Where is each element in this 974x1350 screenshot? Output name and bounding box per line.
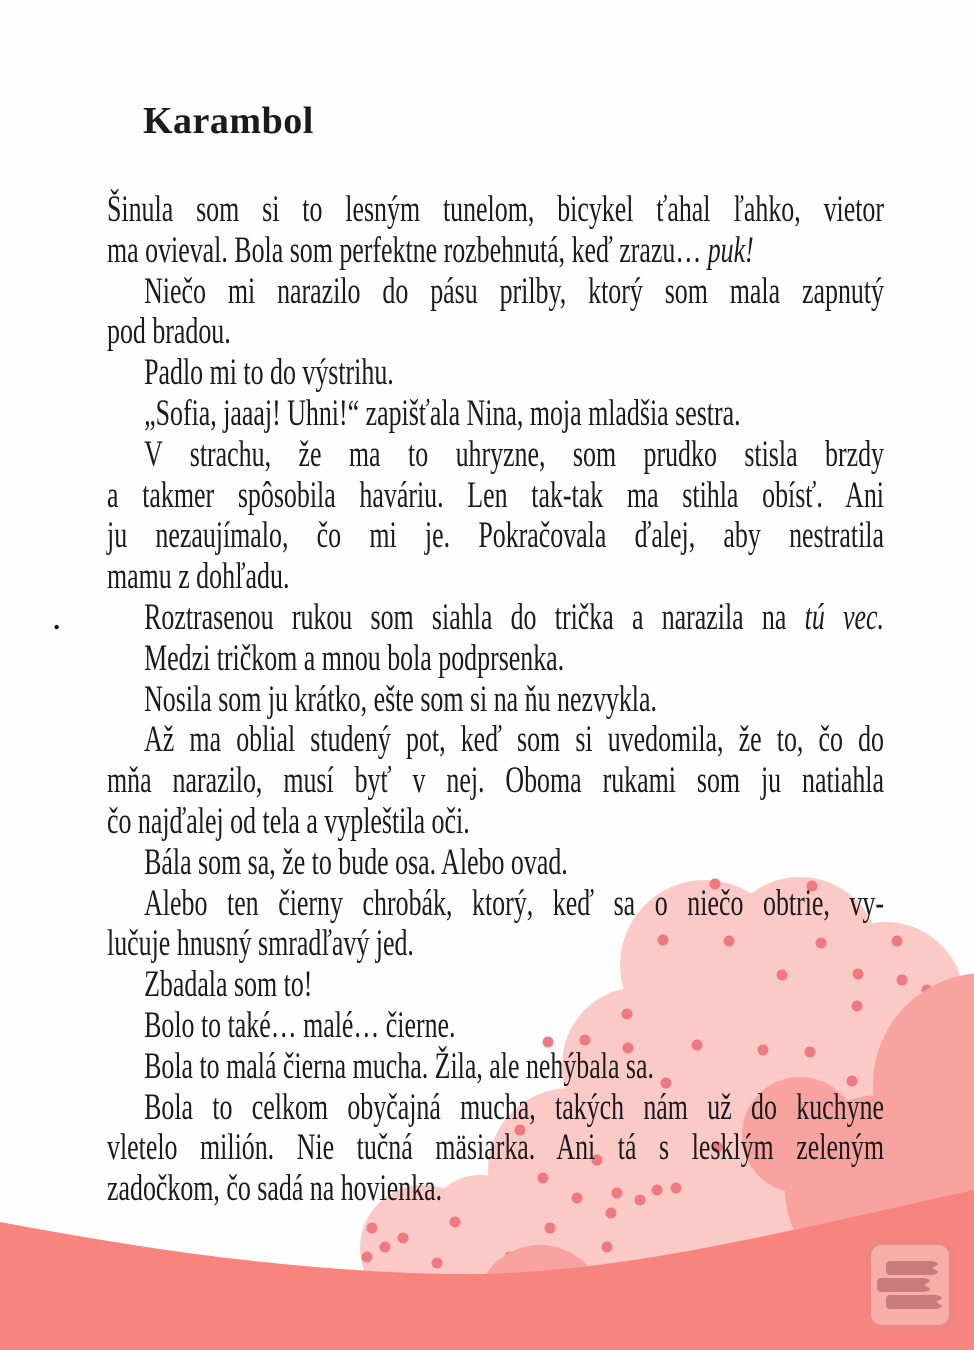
- story-line: vletelo milión. Nie tučná mäsiarka. Ani tá s lesklým zeleným: [107, 1127, 884, 1169]
- story-line: Bolo to také… malé… čierne.: [144, 1004, 456, 1046]
- story-line: ju nezaujímalo, čo mi je. Pokračovala ďalej, aby nestratila: [107, 515, 884, 557]
- library-button[interactable]: [866, 1240, 954, 1330]
- story-line: Niečo mi narazilo do pásu prilby, ktorý som mala zapnutý: [144, 270, 885, 312]
- story-line: Šinula som si to lesným tunelom, bicykel ťahal ľahko, vietor: [107, 189, 884, 230]
- stray-period: .: [52, 597, 62, 638]
- story-line: ma ovieval. Bola som perfektne rozbehnutá, keď zrazu… puk!: [107, 229, 754, 271]
- story-line: Bála som sa, že to bude osa. Alebo ovad.: [144, 841, 568, 883]
- story-line: Zbadala som to!: [144, 964, 313, 1006]
- story-line: Bola to malá čierna mucha. Žila, ale nehýbala sa.: [144, 1045, 654, 1087]
- story-line: pod bradou.: [107, 311, 231, 353]
- chapter-title: Karambol: [143, 100, 314, 142]
- books-stack-icon: [866, 1240, 954, 1330]
- story-line: Alebo ten čierny chrobák, ktorý, keď sa o niečo obtrie, vy-: [144, 882, 885, 924]
- story-line: mňa narazilo, musí byť v nej. Oboma rukami som ju natiahla: [107, 760, 884, 802]
- story-line: Až ma oblial studený pot, keď som si uvedomila, že to, čo do: [144, 719, 885, 761]
- story-line: „Sofia, jaaaj! Uhni!“ zapišťala Nina, moja mladšia sestra.: [144, 392, 741, 434]
- story-line: Bola to celkom obyčajná mucha, takých nám už do kuchyne: [144, 1086, 885, 1128]
- story-line: čo najďalej od tela a vypleštila oči.: [107, 800, 470, 842]
- story-text: [107, 190, 884, 1210]
- story-line: Roztrasenou rukou som siahla do trička a narazila na tú vec.: [144, 596, 885, 638]
- story-line: lučuje hnusný smradľavý jed.: [107, 923, 414, 965]
- story-line: mamu z dohľadu.: [107, 556, 290, 598]
- story-line: a takmer spôsobila haváriu. Len tak-tak ma stihla obísť. Ani: [107, 474, 884, 516]
- story-line: Nosila som ju krátko, ešte som si na ňu nezvykla.: [144, 678, 657, 720]
- story-line: Padlo mi to do výstrihu.: [144, 352, 394, 394]
- story-line: V strachu, že ma to uhryzne, som prudko stisla brzdy: [144, 433, 885, 475]
- story-line: zadočkom, čo sadá na hovienka.: [107, 1168, 443, 1210]
- story-line: Medzi tričkom a mnou bola podprsenka.: [144, 637, 565, 679]
